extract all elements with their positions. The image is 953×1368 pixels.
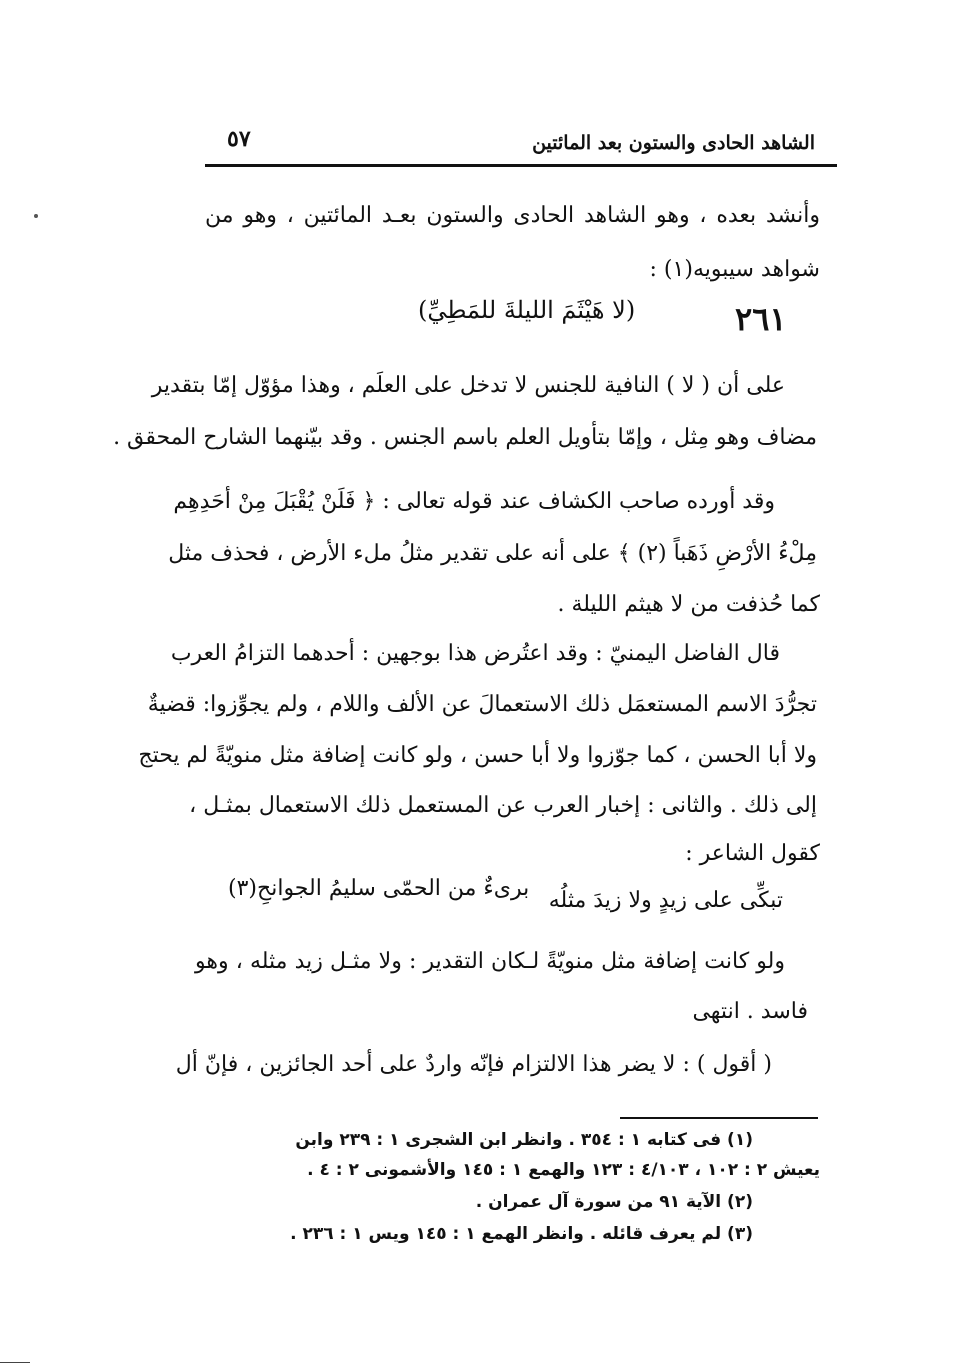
verse-number: ٢٦١: [735, 300, 787, 338]
footnote-1-line-1: (١) فى كتابه ١ : ٣٥٤ . وانظر ابن الشجرى ١ : ٢٣٩ وابن: [295, 1130, 753, 1150]
intro-line-1: وأنشد بعده ، وهو الشاهد الحادى والستون بعـد المائتين ، وهو من: [205, 203, 820, 228]
intro-line-2: شواهد سيبويه(١) :: [649, 257, 820, 282]
paragraph-4-line-2: فاسد . انتهى: [692, 999, 808, 1024]
paragraph-3-line-4: إلى ذلك . والثانى : إخبار العرب عن المستعمل ذلك الاستعمال بمثـل ،: [189, 793, 817, 818]
scan-speck: [34, 214, 38, 218]
page-header: [205, 122, 837, 167]
footnote-3: (٣) لم يعرف قائله . وانظر الهمع ١ : ١٤٥ ويس ١ : ٢٣٦ .: [290, 1224, 753, 1244]
paragraph-3-line-2: تجرُّدَ الاسم المستعمَل ذلك الاستعمالَ عن الألف واللام ، ولم يجوِّزوا: قضيةٌ: [147, 692, 817, 717]
paragraph-5-line-1: ( أقول ) : لا يضر هذا الالتزام فإنّه واردٌ على أحد الجائزين ، فإنّ أل: [175, 1052, 772, 1077]
poem-first-hemistich: تبكِّى على زيدٍ ولا زيدَ مثلُه: [548, 888, 783, 913]
paragraph-3-line-1: قال الفاضل اليمنيّ : وقد اعتُرض هذا بوجهين : أحدهما التزامُ العرب: [170, 641, 780, 666]
footnote-rule: [620, 1117, 818, 1119]
poem-second-hemistich: برىءٌ من الحمّى سليمُ الجوانحِ(٣): [228, 876, 530, 901]
paragraph-3-line-5: كقول الشاعر :: [685, 841, 820, 866]
paragraph-2-line-3: كما حُذفت من لا هيثم الليلة .: [557, 592, 820, 617]
footnote-1-line-2: يعيش ٢ : ١٠٢ ، ٤/١٠٣ : ١٢٣ والهمع ١ : ١٤٥ والأشمونى ٢ : ٤ .: [307, 1160, 820, 1180]
paragraph-2-line-1: وقد أورده صاحب الكشاف عند قوله تعالى : ﴿ فَلَنْ يُقْبَلَ مِنْ أحَدِهِم: [173, 489, 775, 514]
paragraph-3-line-3: ولا أبا الحسن ، كما جوّزوا ولا أبا حسن ، ولو كانت إضافة مثل منويّةً لم يحتج: [138, 743, 817, 768]
paragraph-1-line-2: مضاف وهو مِثل ، وإمّا بتأويل العلم باسم الجنس . وقد بيّنهما الشارح المحقق .: [113, 425, 817, 450]
footnote-2: (٢) الآية ٩١ من سورة آل عمران .: [475, 1192, 753, 1212]
paragraph-1-line-1: على أن ( لا ) النافية للجنس لا تدخل على العلَم ، وهذا مؤوّل إمّا بتقدير: [151, 373, 785, 398]
running-title: الشاهد الحادى والستون بعد المائتين: [532, 132, 815, 154]
verse-text: (لا هَيْثَمَ الليلةَ للمَطِيِّ): [418, 296, 636, 324]
paragraph-4-line-1: ولو كانت إضافة مثل منويّةً لـكان التقدير : ولا مثـل زيد مثله ، وهو: [195, 949, 785, 974]
scan-edge-mark: [0, 1362, 30, 1363]
paragraph-2-line-2: مِلْءُ الأرْضِ ذَهَباً (٢) ﴾ على أنه على تقدير مثلُ ملء الأرض ، فحذف مثل: [168, 541, 817, 566]
page-number: ٥٧: [227, 126, 251, 152]
